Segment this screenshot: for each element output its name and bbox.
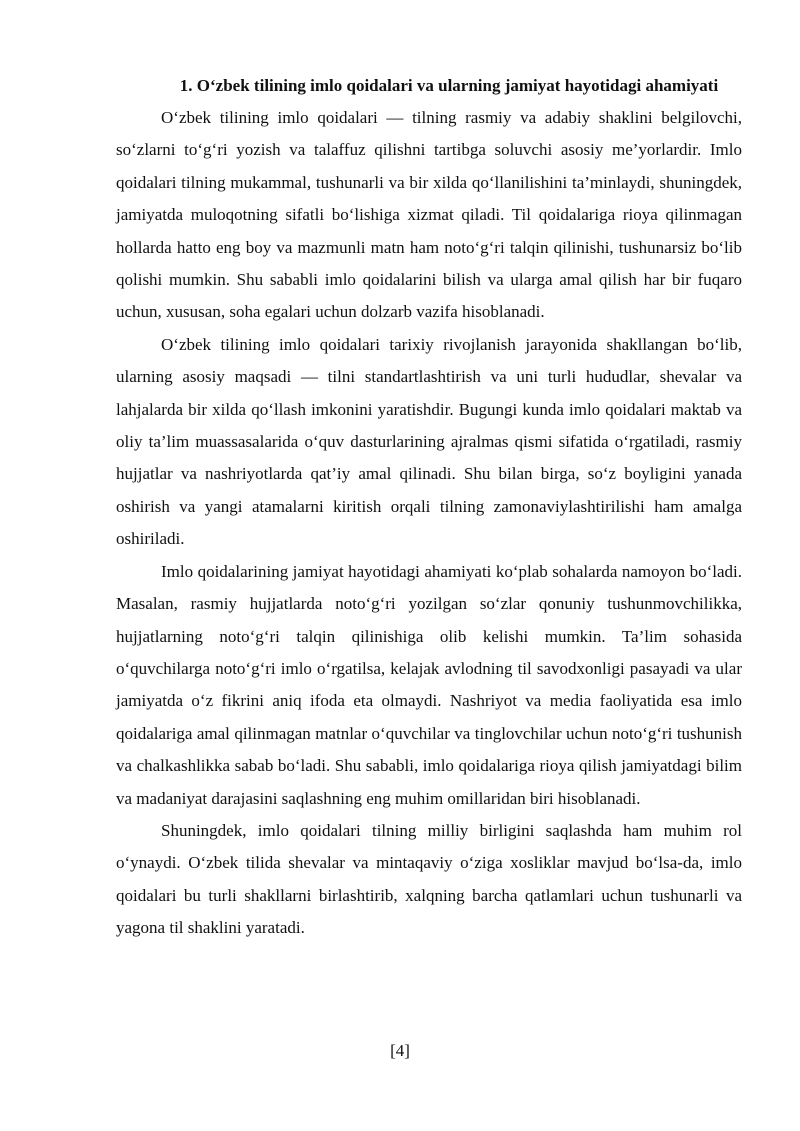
page-number: [4]: [390, 1041, 410, 1060]
document-page: [116, 70, 742, 945]
body-paragraph-4: Shuningdek, imlo qoidalari tilning milliy birligini saqlashda ham muhim rol o‘ynaydi. O‘zbek tilida shevalar va mintaqaviy o‘ziga xosliklar mavjud bo‘lsa-da, imlo qoidalari bu turli shakllarni birlashtirib, xalqning barcha qatlamlari uchun tushunarli va yagona til shaklini yaratadi.: [116, 820, 742, 938]
body-paragraph-3: Imlo qoidalarining jamiyat hayotidagi ahamiyati ko‘plab sohalarda namoyon bo‘ladi. Masalan, rasmiy hujjatlarda noto‘g‘ri yozilgan so‘zlar qonuniy tushunmovchilikka, hujjatlarning noto‘g‘ri talqin qilinishiga olib kelishi mumkin. Ta’lim sohasida o‘quvchilarga noto‘g‘ri imlo o‘rgatilsa, kelajak avlodning til savodxonligi pasayadi va ular jamiyatda o‘z fikrini aniq ifoda eta olmaydi. Nashriyot va media faoliyatida esa imlo qoidalariga amal qilinmagan matnlar o‘quvchilar va tinglovchilar uchun noto‘g‘ri tushunish va chalkashlikka sabab bo‘ladi. Shu sababli, imlo qoidalariga rioya qilish jamiyatdagi bilim va madaniyat darajasini saqlashning eng muhim omillaridan biri hisoblanadi.: [116, 561, 742, 808]
section-title: 1. O‘zbek tilining imlo qoidalari va ularning jamiyat hayotidagi ahamiyati: [179, 76, 719, 95]
body-paragraph-1: O‘zbek tilining imlo qoidalari — tilning rasmiy va adabiy shaklini belgilovchi, so‘zlarni to‘g‘ri yozish va talaffuz qilishni tartibga soluvchi asosiy me’yorlardir. Imlo qoidalari tilning mukammal, tushunarli va bir xilda qo‘llanilishini ta’minlaydi, shuningdek, jamiyatda muloqotning sifatli bo‘lishiga xizmat qiladi. Til qoidalariga rioya qilinmagan hollarda hatto eng boy va mazmunli matn ham noto‘g‘ri talqin qilinishi, tushunarsiz bo‘lib qolishi mumkin. Shu sababli imlo qoidalarini bilish va ularga amal qilish har bir fuqaro uchun, xususan, soha egalari uchun dolzarb vazifa hisoblanadi.: [116, 108, 742, 322]
body-paragraph-2: O‘zbek tilining imlo qoidalari tarixiy rivojlanish jarayonida shakllangan bo‘lib, ularning asosiy maqsadi — tilni standartlashtirish va uni turli hududlar, shevalar va lahjalarda bir xilda qo‘llash imkonini yaratishdir. Bugungi kunda imlo qoidalari maktab va oliy ta’lim muassasalarida o‘quv dasturlarining ajralmas qismi sifatida o‘rgatiladi, rasmiy hujjatlar va nashriyotlarda qat’iy amal qilinadi. Shu bilan birga, so‘z boyligini yanada oshirish va yangi atamalarni kiritish orqali tilning zamonaviylashtirilishi ham amalga oshiriladi.: [116, 334, 742, 549]
